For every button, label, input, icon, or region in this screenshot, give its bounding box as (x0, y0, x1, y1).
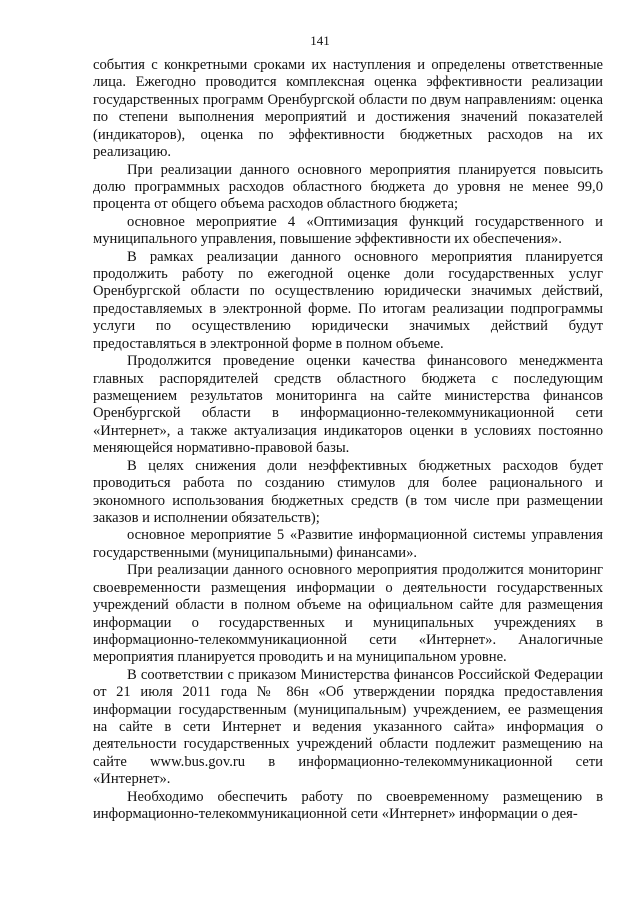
paragraph: события с конкретными сроками их наступления и определены ответственные лица. Ежегодно проводится комплексная оценка эффективности реализации государственных программ Оренбургской области по двум направлениям: оценка по степени выполнения мероприятий и достижения значений показателей (индикаторов), оценка по эффективности бюджетных расходов на их реализацию. (93, 57, 603, 161)
paragraph: В рамках реализации данного основного мероприятия планируется продолжить работу по ежегодной оценке доли государственных услуг Оренбургской области по осуществлению юридически значимых действий, предоставляемых в электронной форме. По итогам реализации подпрограммы услуги по осуществлению юридически значимых действий будут предоставляться в электронной форме в полном объеме. (93, 248, 603, 352)
paragraph: Необходимо обеспечить работу по своевременному размещению в информационно-телекоммуникационной сети «Интернет» информации о дея- (93, 788, 603, 823)
paragraph: основное мероприятие 5 «Развитие информационной системы управления государственными (муниципальными) финансами». (93, 527, 603, 561)
page-number: 141 (310, 33, 330, 48)
paragraph: Продолжится проведение оценки качества финансового менеджмента главных распорядителей средств областного бюджета с последующим размещением результатов мониторинга на сайте министерства финансов Оренбургской области в информационно-телекоммуникационной сети «Интернет», а также актуализация индикаторов оценки в условиях постоянно меняющейся нормативно-правовой базы. (93, 353, 603, 457)
paragraph: В целях снижения доли неэффективных бюджетных расходов будет проводиться работа по созданию стимулов для более рационального и экономного использования бюджетных средств (в том числе при размещении заказов и исполнении обязательств); (93, 457, 603, 526)
paragraph: При реализации данного основного мероприятия планируется повысить долю программных расходов областного бюджета до уровня не менее 99,0 процента от общего объема расходов областного бюджета; (93, 161, 603, 213)
body-text (93, 57, 603, 824)
paragraph: основное мероприятие 4 «Оптимизация функций государственного и муниципального управления, повышение эффективности их обеспечения». (93, 213, 603, 248)
paragraph: При реализации данного основного мероприятия продолжится мониторинг своевременности размещения информации о деятельности государственных учреждений области в полном объеме на официальном сайте для размещения информации о государственных и муниципальных учреждениях в информационно-телекоммуникационной сети «Интернет». Аналогичные мероприятия планируется проводить и на муниципальном уровне. (93, 562, 603, 666)
paragraph: В соответствии с приказом Министерства финансов Российской Федерации от 21 июля 2011 года № 86н «Об утверждении порядка предоставления информации государственным (муниципальным) учреждением, ее размещения на сайте в сети Интернет и ведения указанного сайта» информация о деятельности государственных учреждений области подлежит размещению на сайте www.bus.gov.ru в информационно-телекоммуникационной сети «Интернет». (93, 666, 603, 788)
